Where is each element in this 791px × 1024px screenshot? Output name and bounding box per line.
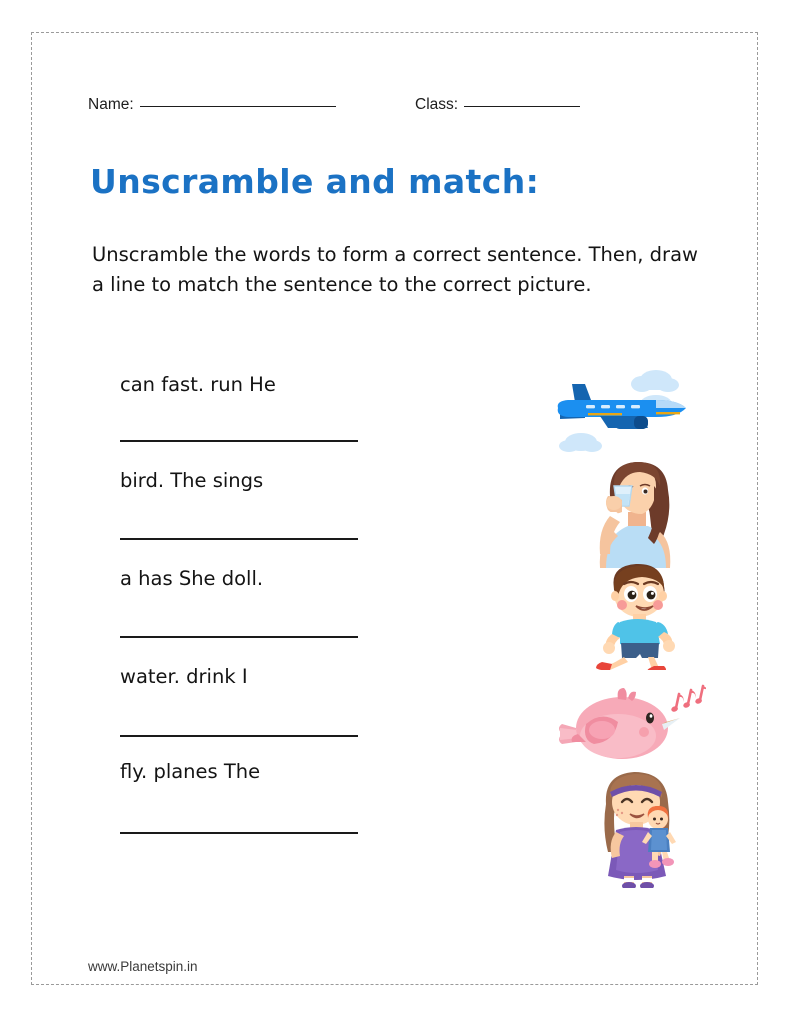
scrambled-sentence[interactable]: bird. The sings: [120, 469, 264, 492]
answer-line[interactable]: [120, 440, 358, 442]
name-input-line[interactable]: [140, 106, 336, 107]
drinking-water-icon: [570, 456, 700, 568]
picture-bird-singing[interactable]: [556, 670, 726, 776]
scrambled-sentence[interactable]: can fast. run He: [120, 373, 276, 396]
student-info-row: [88, 96, 648, 122]
answer-line[interactable]: [120, 832, 358, 834]
footer-url[interactable]: www.Planetspin.in: [88, 959, 198, 974]
picture-woman-drinking-water[interactable]: [570, 456, 740, 566]
answer-line[interactable]: [120, 636, 358, 638]
picture-airplane-flying[interactable]: [538, 358, 708, 458]
singing-bird-icon: [556, 670, 706, 776]
sentence-item: [120, 755, 420, 853]
class-label: Class:: [415, 96, 459, 113]
name-label: Name:: [88, 96, 134, 113]
answer-line[interactable]: [120, 735, 358, 737]
name-field[interactable]: [88, 96, 336, 114]
class-field[interactable]: [415, 96, 580, 114]
class-input-line[interactable]: [464, 106, 580, 107]
answer-line[interactable]: [120, 538, 358, 540]
sentence-list: [120, 365, 420, 853]
picture-list: [528, 358, 748, 898]
sentence-item: [120, 657, 420, 755]
scrambled-sentence[interactable]: a has She doll.: [120, 567, 264, 590]
airplane-icon: [538, 358, 708, 458]
sentence-item: [120, 559, 420, 657]
scrambled-sentence[interactable]: water. drink I: [120, 665, 248, 688]
page-title: Unscramble and match:: [90, 162, 540, 201]
picture-boy-running[interactable]: [580, 558, 750, 668]
scrambled-sentence[interactable]: fly. planes The: [120, 760, 261, 783]
instructions-text: Unscramble the words to form a correct sentence. Then, draw a line to match the sentence to the correct picture.: [92, 243, 698, 296]
running-boy-icon: [580, 558, 700, 670]
sentence-item: [120, 365, 420, 461]
picture-girl-with-doll[interactable]: [586, 766, 756, 886]
girl-doll-icon: [586, 766, 701, 888]
sentence-item: [120, 461, 420, 559]
